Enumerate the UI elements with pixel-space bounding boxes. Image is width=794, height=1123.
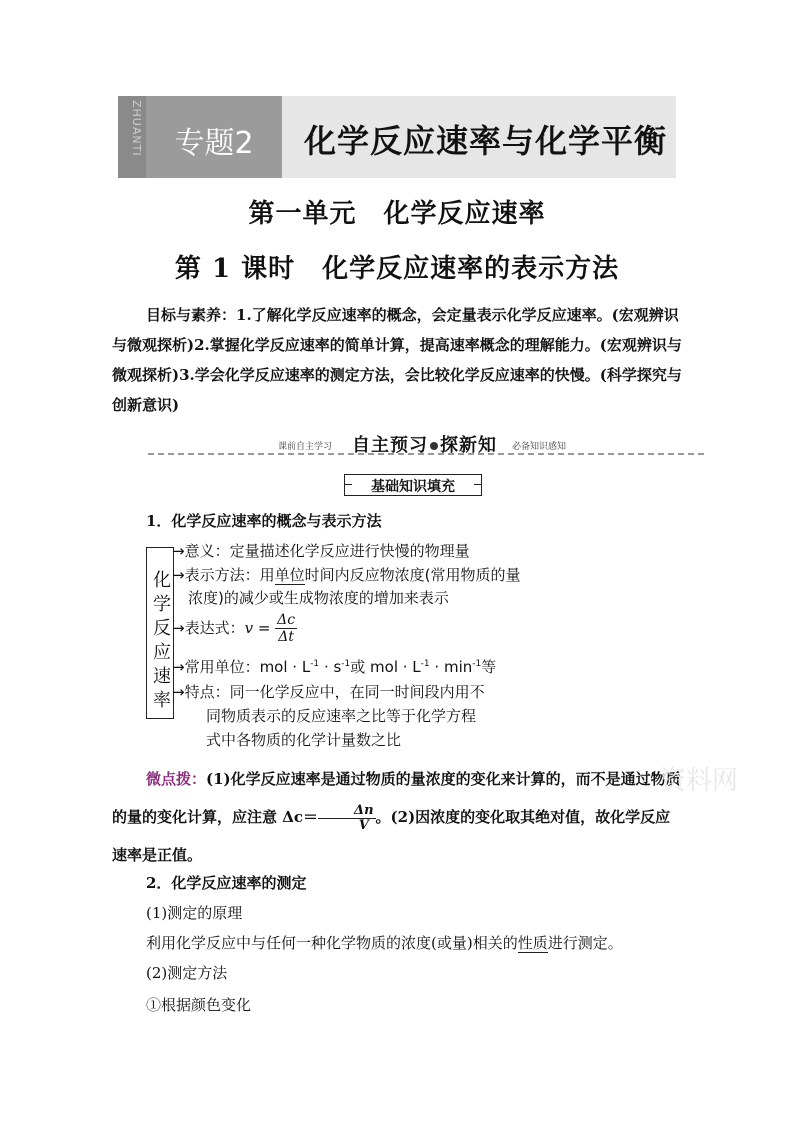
note-text-a: (1)化学反应速率是通过物质的量浓度的变化来计算的，而不是通过物质的量的变化计算，应注意 Δc＝: [112, 770, 681, 826]
unit-d: · min: [429, 658, 473, 676]
method-text-a: →表示方法：用: [172, 566, 275, 584]
fill-box-label: 基础知识填充: [371, 479, 455, 495]
concept-box-label: 化学反应速率: [150, 570, 171, 714]
note-frac-den: V: [358, 817, 369, 833]
chapter-title: 化学反应速率与化学平衡: [304, 122, 668, 160]
item2-sub1: (1)测定的原理: [146, 904, 243, 922]
section-right-caption: 必备知识感知: [512, 442, 567, 452]
concept-box: [146, 547, 174, 719]
section-bar: [148, 431, 704, 455]
method-text-b: 时间内反应物浓度(常用物质的量: [304, 566, 521, 584]
banner-side-strip: [118, 96, 146, 178]
feature-line: →特点：同一化学反应中，在同一时间段内用不: [172, 683, 485, 701]
expr-eq: =: [253, 619, 276, 637]
goals-label: 目标与素养：: [146, 306, 237, 324]
item2-title: 2．化学反应速率的测定: [146, 874, 307, 892]
unit-b: · s: [319, 658, 342, 676]
principle-b: 进行测定。: [547, 934, 623, 952]
section-left-caption: 课前自主学习: [278, 442, 333, 452]
watermark: 资料网: [660, 766, 739, 796]
unit-e: 等: [481, 658, 497, 676]
note-paragraph: [112, 760, 684, 874]
section-heading-a: 自主预习: [352, 435, 428, 456]
method-underlined: 单位: [274, 566, 305, 584]
chapter-title-box: [282, 96, 676, 178]
goals-text: 1.了解化学反应速率的概念，会定量表示化学反应速率。(宏观辨识与微观探析)2.掌握化学反应速率的简单计算，提高速率概念的理解能力。(宏观辨识与微观探析)3.学会化学反应速率的测定方法，会比较化学反应速率的快慢。(科学探究与创新意识): [112, 306, 682, 414]
expr-v: v: [244, 619, 254, 637]
chapter-tag-label: 专题2: [174, 126, 254, 161]
section-heading-b: 探新知: [440, 435, 497, 456]
item1-title: 1．化学反应速率的概念与表示方法: [146, 512, 382, 530]
expr-numerator: Δc: [277, 612, 296, 628]
item2-sub2: (2)测定方法: [146, 964, 228, 982]
expr-label: →表达式：: [172, 619, 245, 637]
lesson-title: 第 1 课时 化学反应速率的表示方法: [174, 254, 620, 284]
method-line: [172, 564, 520, 585]
feature-line-2: 同物质表示的反应速率之比等于化学方程: [206, 707, 477, 725]
principle-line: [146, 932, 623, 953]
expr-denominator: Δt: [278, 629, 295, 645]
unit-a: →常用单位：mol · L: [172, 658, 311, 676]
note-text-b: 。(2)因浓度的变化取其绝对值，故化学反应速率是正值。: [112, 808, 671, 864]
method-line-cont: 浓度)的减少或生成物浓度的增加来表示: [188, 589, 449, 607]
section-heading: [352, 431, 497, 457]
note-label: 微点拨：: [146, 770, 207, 788]
unit-c: 或 mol · L: [350, 658, 421, 676]
unit-sup3: -1: [420, 659, 430, 669]
item2-sub2-1: ①根据颜色变化: [146, 996, 252, 1014]
unit-sup2: -1: [341, 659, 351, 669]
feature-line-3: 式中各物质的化学计量数之比: [206, 731, 402, 749]
section-dot-icon: [430, 442, 438, 450]
meaning-line: →意义：定量描述化学反应进行快慢的物理量: [172, 542, 470, 560]
note-fraction: [318, 804, 376, 833]
expression-line: [172, 612, 297, 645]
principle-underlined: 性质: [517, 934, 548, 952]
chapter-tag: [146, 96, 282, 178]
expr-fraction: [275, 612, 297, 645]
unit-line: [172, 656, 496, 677]
unit-title: 第一单元 化学反应速率: [248, 199, 546, 229]
goals-paragraph: [112, 300, 684, 420]
unit-sup4: -1: [472, 659, 482, 669]
banner-side-text: ZHUANTI: [130, 100, 143, 157]
unit-sup1: -1: [310, 659, 320, 669]
fill-box: [344, 474, 482, 496]
principle-a: 利用化学反应中与任何一种化学物质的浓度(或量)相关的: [146, 934, 518, 952]
note-frac-num: Δn: [318, 804, 376, 819]
